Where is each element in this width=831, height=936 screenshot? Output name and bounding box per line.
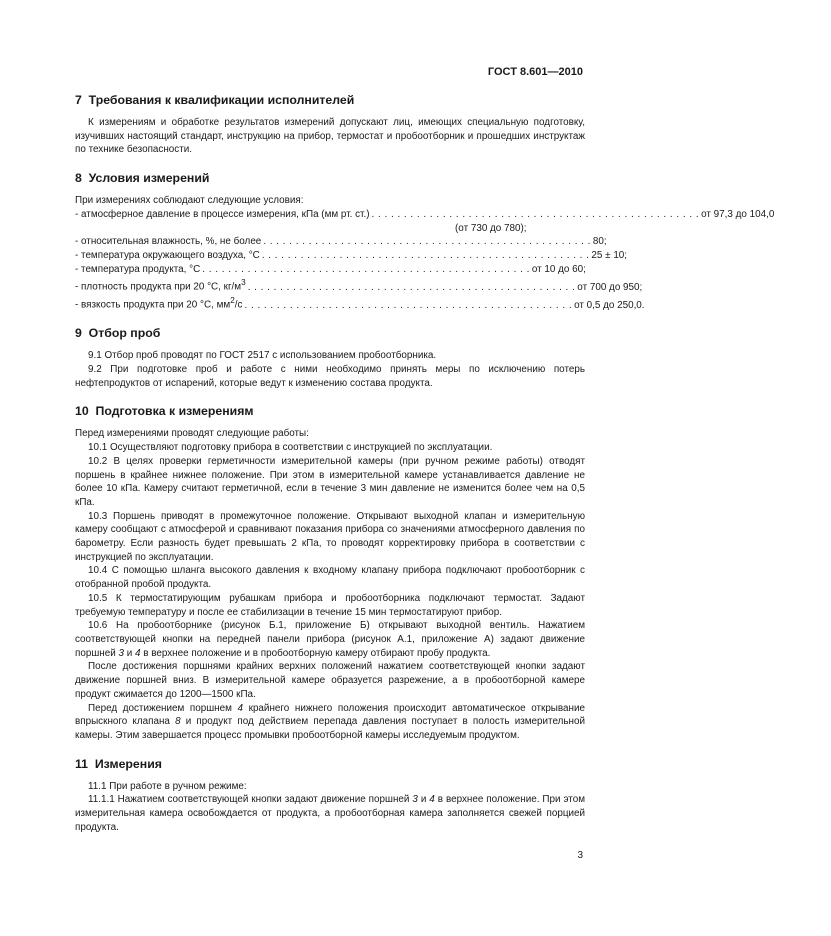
paragraph-10-3: 10.3 Поршень приводят в промежуточное положение. Открывают выходной клапан и измерительную камеру сообщают с атмосферой и сравнивают показания прибора со значениями атмосферного давления по барометру. Если разность будет превышать 2 кПа, то проводят корректировку прибора в соответствии с инструкцией по эксплуатации.	[75, 510, 585, 563]
section-10-intro: Перед измерениями проводят следующие работы:	[75, 428, 309, 440]
text-run: в верхнее положение и в пробоотборную камеру отбирают пробу продукта.	[140, 647, 491, 659]
paragraph-9-1: 9.1 Отбор проб проводят по ГОСТ 2517 с использованием пробоотборника.	[88, 350, 437, 362]
leader-dots: . . . . . . . . . . . . . . . . . . . . . . . . . . . . . . . . . . . . . . . . . . . . . . . . . . .	[371, 208, 700, 220]
leader-dots: . . . . . . . . . . . . . . . . . . . . . . . . . . . . . . . . . . . . . . . . . . . . . . . . . . .	[261, 249, 590, 261]
paragraph-9-2: 9.2 При подготовке проб и работе с ними необходимо принять меры по исключению потерь нефтепродуктов от испарений, которые ведут к изменению состава продукта.	[75, 364, 585, 389]
condition-value: от 10 до 60;	[531, 263, 586, 275]
valve-number: 8	[175, 716, 181, 728]
condition-label: - атмосферное давление в процессе измерения, кПа (мм рт. ст.)	[75, 208, 370, 220]
text-run: 11.1.1 Нажатием соответствующей кнопки задают движение поршней	[88, 794, 413, 806]
page-content	[75, 92, 775, 834]
paragraph-11-1-1	[75, 793, 585, 834]
section-10-title: 10 Подготовка к измерениям	[75, 404, 254, 419]
text-run: крайнего нижнего положения происходит автоматическое открывание впрыскного клапана	[75, 702, 585, 728]
page-number: 3	[577, 850, 583, 861]
paragraph-10-2: 10.2 В целях проверки герметичности измерительной камеры (при ручном режиме работы) отводят поршень в крайнее нижнее положение. При этом в измерительной камере устанавливается давление не более 10 кПа. Камеру считают герметичной, если в течение 3 мин давление не изменится более чем на 0,5 кПа.	[75, 455, 585, 508]
piston-number: 4	[134, 647, 141, 659]
paragraph-11-1: 11.1 При работе в ручном режиме:	[88, 780, 247, 792]
leader-dots: . . . . . . . . . . . . . . . . . . . . . . . . . . . . . . . . . . . . . . . . . . . . . . . . . . .	[263, 236, 591, 248]
section-9-title: 9 Отбор проб	[75, 326, 161, 341]
unit-tail: /с	[234, 299, 243, 311]
condition-value: от 0,5 до 250,0.	[574, 299, 645, 311]
text-run: и продукт под действием перепада давления поступает в полость измерительной камеры. Этим завершается процесс промывки пробоотборной камеры исследуемым продуктом.	[75, 716, 585, 741]
condition-row	[75, 276, 643, 294]
paragraph-10-1: 10.1 Осуществляют подготовку прибора в соответствии с инструкцией по эксплуатации.	[88, 442, 493, 454]
piston-number: 4	[429, 794, 435, 806]
condition-value-continuation: (от 730 до 780);	[455, 222, 527, 234]
paragraph-10-6-cont2	[75, 702, 585, 743]
piston-number: 3	[118, 647, 124, 659]
leader-dots: . . . . . . . . . . . . . . . . . . . . . . . . . . . . . . . . . . . . . . . . . . . . . . . . . . .	[247, 281, 576, 293]
text-run: в верхнее положение. При этом измерительная камера освобождается от продукта, а пробоотборная камера заполняется свежей порцией продукта.	[75, 794, 585, 833]
condition-row	[75, 294, 645, 312]
section-8-intro: При измерениях соблюдают следующие условия:	[75, 195, 304, 207]
paragraph-10-4: 10.4 С помощью шланга высокого давления к входному клапану прибора подключают пробоотборник с отобранной пробой продукта.	[75, 565, 585, 591]
condition-row	[75, 208, 775, 222]
piston-number: 3	[412, 794, 418, 806]
text-run: и	[123, 647, 135, 659]
section-8-title: 8 Условия измерений	[75, 171, 210, 186]
paragraph-10-6-cont: После достижения поршнями крайних верхних положений нажатием соответствующей кнопки задают движение поршней вниз. В измерительной камере образуется разрежение, а в пробоотборной камере продукт сжимается до 1200—1500 кПа.	[75, 661, 585, 700]
unit-superscript: 2	[230, 296, 235, 306]
condition-label	[75, 294, 242, 312]
condition-value: от 700 до 950;	[577, 281, 643, 293]
section-7-title: 7 Требования к квалификации исполнителей	[75, 93, 355, 107]
condition-label: - температура продукта, °С	[75, 263, 201, 275]
section-7-paragraph: К измерениям и обработке результатов измерений допускают лиц, имеющих специальную подготовку, изучивших настоящий стандарт, инструкцию на прибор, термостат и пробоотборник и прошедших инструктаж по технике безопасности.	[75, 117, 585, 156]
text-run: и	[417, 794, 430, 806]
condition-value: 80;	[592, 236, 607, 248]
text-run: 10.6 На пробоотборнике (рисунок Б.1, приложение Б) открывают выходной вентиль. Нажатием соответствующей кнопки на передней панели прибора (рисунок А.1, приложение А) задают движение поршней	[75, 620, 585, 659]
section-11-title: 11 Измерения	[75, 756, 162, 771]
leader-dots: . . . . . . . . . . . . . . . . . . . . . . . . . . . . . . . . . . . . . . . . . . . . . . . . . . .	[202, 263, 530, 275]
unit-superscript: 3	[241, 278, 246, 288]
standard-code: ГОСТ 8.601—2010	[487, 66, 583, 78]
condition-value: от 97,3 до 104,0	[701, 208, 775, 220]
condition-label	[75, 276, 246, 294]
condition-label-text: - вязкость продукта при 20 °С, мм	[75, 299, 231, 311]
piston-number: 4	[237, 702, 244, 714]
condition-row	[75, 235, 607, 249]
condition-label: - температура окружающего воздуха, °С	[75, 249, 260, 261]
paragraph-10-5: 10.5 К термостатирующим рубашкам прибора и пробоотборника подключают термостат. Задают требуемую температуру и после ее стабилизации в течение 15 мин термостатируют прибор.	[75, 592, 585, 618]
condition-row	[75, 263, 585, 277]
text-run: Перед достижением поршнем	[88, 702, 238, 714]
condition-label: - относительная влажность, %, не более	[75, 236, 262, 248]
condition-row	[75, 249, 628, 263]
condition-label-text: - плотность продукта при 20 °С, кг/м	[75, 281, 242, 293]
leader-dots: . . . . . . . . . . . . . . . . . . . . . . . . . . . . . . . . . . . . . . . . . . . . . . . . . . .	[244, 299, 573, 311]
paragraph-10-6	[75, 619, 585, 660]
condition-value: 25 ± 10;	[591, 249, 628, 261]
